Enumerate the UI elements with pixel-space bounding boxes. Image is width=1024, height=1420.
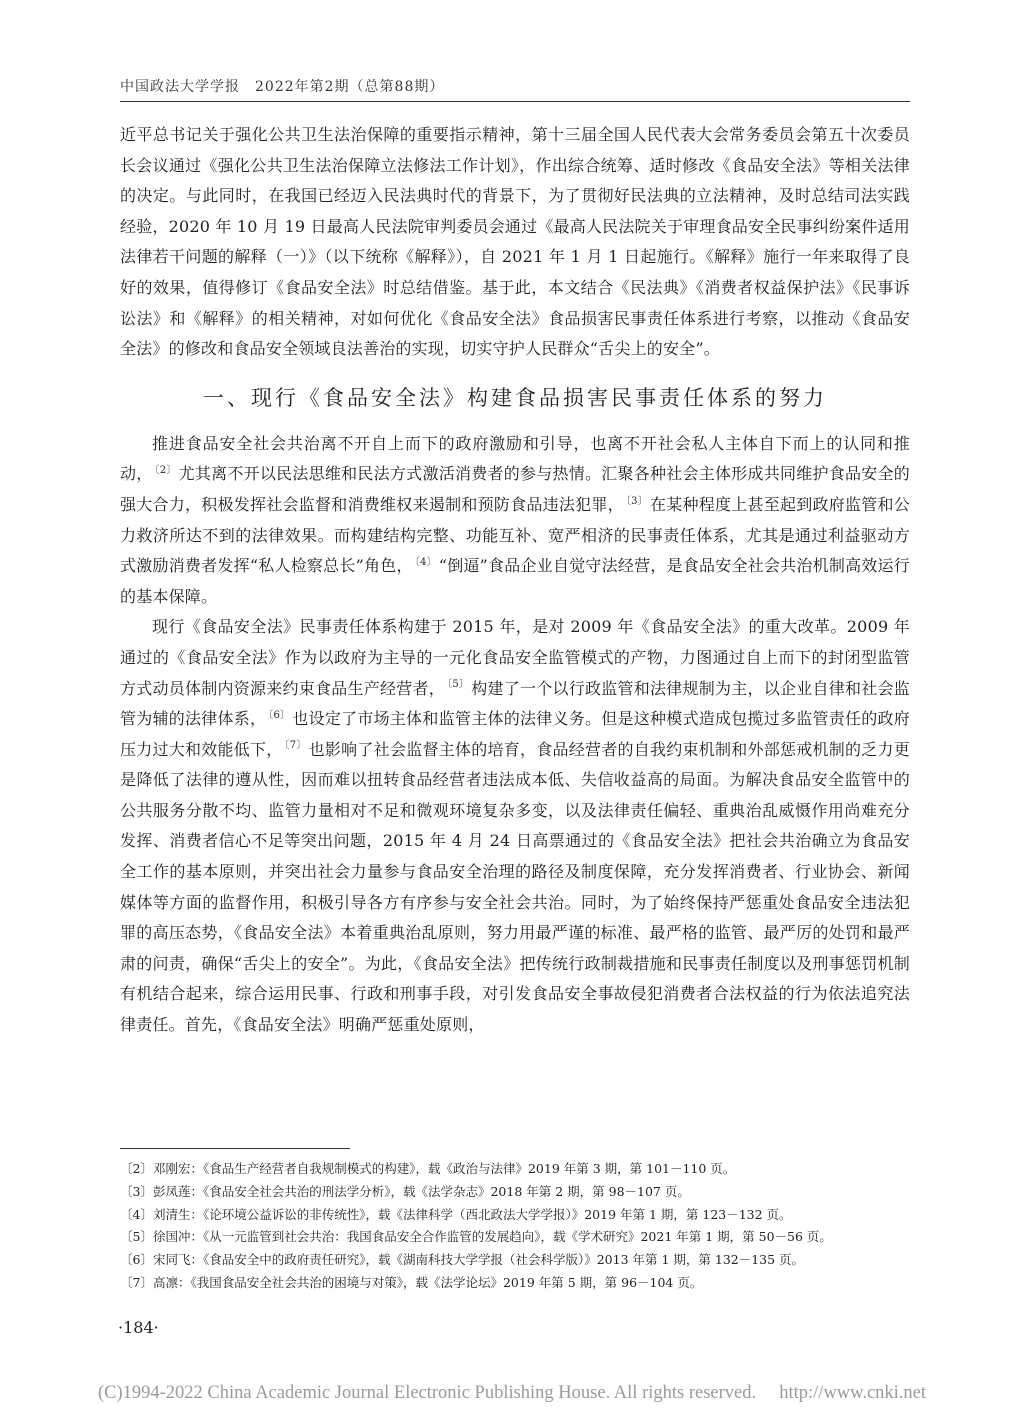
footnote-3: 〔3〕彭凤莲：《食品安全社会共治的刑法学分析》，载《法学杂志》2018 年第 2 期，第 98－107 页。 bbox=[120, 1183, 690, 1199]
paragraph-2 bbox=[120, 612, 910, 1040]
paragraph-1-text: 在某种程度上甚至起到政府监管和公力救济所达不到的法律效果。而构建结构完整、功能互补、宽严相济的民事责任体系，尤其是通过利益驱动方式激励消费者发挥“私人检察总长”角色， bbox=[120, 494, 911, 576]
footnote-ref-7[interactable]: 〔7〕 bbox=[284, 740, 307, 752]
footnote-4: 〔4〕刘清生：《论环境公益诉讼的非传统性》，载《法律科学（西北政法大学学报）》2019 年第 1 期，第 123－132 页。 bbox=[120, 1206, 792, 1222]
footnotes bbox=[120, 1158, 910, 1295]
paragraph-1-text: “倒逼”食品企业自觉守法经营，是食品安全社会共治机制高效运行的基本保障。 bbox=[120, 556, 910, 606]
footnote-7: 〔7〕高凛：《我国食品安全社会共治的困境与对策》，载《法学论坛》2019 年第 5 期，第 96－104 页。 bbox=[120, 1274, 703, 1290]
header-divider bbox=[120, 101, 910, 102]
intro-paragraph: 近平总书记关于强化公共卫生法治保障的重要指示精神，第十三届全国人民代表大会常务委员会第五十次委员长会议通过《强化公共卫生法治保障立法修法工作计划》，作出综合统筹、适时修改《食品安全法》等相关法律的决定。与此同时，在我国已经迈入民法典时代的背景下，为了贯彻好民法典的立法精神，及时总结司法实践经验，2020 年 10 月 19 日最高人民法院审判委员会通过《最高人民法院关于审理食品安全民事纠纷案件适用法律若干问题的解释（一）》（以下统称《解释》），自 2021 年 1 月 1 日起施行。《解释》施行一年来取得了良好的效果，值得修订《食品安全法》时总结借鉴。基于此，本文结合《民法典》《消费者权益保护法》《民事诉讼法》和《解释》的相关精神，对如何优化《食品安全法》食品损害民事责任体系进行考察，以推动《食品安全法》的修改和食品安全领域良法善治的实现，切实守护人民群众“舌尖上的安全”。 bbox=[120, 125, 910, 359]
body-text bbox=[120, 120, 910, 1041]
footnote-ref-4[interactable]: 〔4〕 bbox=[414, 556, 437, 568]
footnote-divider bbox=[120, 1148, 350, 1149]
paragraph-2-text: 构建了一个以行政监管和法律规制为主，以企业自律和社会监管为辅的法律体系， bbox=[120, 678, 910, 729]
running-header: 中国政法大学学报 2022年第2期（总第88期） bbox=[120, 79, 445, 95]
footnote-ref-5[interactable]: 〔5〕 bbox=[447, 679, 470, 691]
paragraph-2-text: 现行《食品安全法》民事责任体系构建于 2015 年，是对 2009 年《食品安全法》的重大改革。2009 年通过的《食品安全法》作为以政府为主导的一元化食品安全监管模式的产物，力图通过自上而下的封闭型监管方式动员体制内资源来约束食品生产经营者， bbox=[120, 617, 910, 698]
paragraph-2-text: 也影响了社会监督主体的培育，食品经营者的自我约束机制和外部惩戒机制的乏力更是降低了法律的遵从性，因而难以扭转食品经营者违法成本低、失信收益高的局面。为解决食品安全监管中的公共服务分散不均、监管力量相对不足和微观环境复杂多变，以及法律责任偏轻、重典治乱威慑作用尚难充分发挥、消费者信心不足等突出问题，2015 年 4 月 24 日高票通过的《食品安全法》把社会共治确立为食品安全工作的基本原则，并突出社会力量参与食品安全治理的路径及制度保障，充分发挥消费者、行业协会、新闻媒体等方面的监督作用，积极引导各方有序参与安全社会共治。同时，为了始终保持严惩重处食品安全违法犯罪的高压态势，《食品安全法》本着重典治乱原则，努力用最严谨的标准、最严格的监管、最严厉的处罚和最严肃的问责，确保“舌尖上的安全”。为此，《食品安全法》把传统行政制裁措施和民事责任制度以及刑事惩罚机制有机结合起来，综合运用民事、行政和刑事手段，对引发食品安全事故侵犯消费者合法权益的行为依法追究法律责任。首先，《食品安全法》明确严惩重处原则， bbox=[120, 739, 910, 1035]
paragraph-2-text: 也设定了市场主体和监管主体的法律义务。但是这种模式造成包揽过多监管责任的政府压力过大和效能低下， bbox=[120, 709, 910, 759]
footnote-2: 〔2〕邓刚宏：《食品生产经营者自我规制模式的构建》，载《政治与法律》2019 年第 3 期，第 101－110 页。 bbox=[120, 1161, 736, 1176]
footnote-5: 〔5〕徐国冲：《从一元监管到社会共治：我国食品安全合作监管的发展趋向》，载《学术研究》2021 年第 1 期，第 50－56 页。 bbox=[120, 1229, 832, 1245]
footnote-ref-3[interactable]: 〔3〕 bbox=[625, 495, 648, 507]
copyright-notice: (C)1994-2022 China Academic Journal Electronic Publishing House. All rights reserved. http://www.cnki.net bbox=[97, 1383, 927, 1403]
footnote-ref-6[interactable]: 〔6〕 bbox=[268, 709, 291, 721]
paragraph-1-text: 尤其离不开以民法思维和民法方式激活消费者的参与热情。汇聚各种社会主体形成共同维护食品安全的强大合力，积极发挥社会监督和消费维权来遏制和预防食品违法犯罪， bbox=[120, 464, 910, 514]
footnote-6: 〔6〕宋同飞：《食品安全中的政府责任研究》，载《湖南科技大学学报（社会科学版）》2013 年第 1 期，第 132－135 页。 bbox=[120, 1252, 805, 1268]
section-heading: 一、现行《食品安全法》构建食品损害民事责任体系的努力 bbox=[203, 385, 827, 410]
footnote-ref-2[interactable]: 〔2〕 bbox=[154, 465, 177, 477]
paragraph-1-text: 推进食品安全社会共治离不开自上而下的政府激励和引导，也离不开社会私人主体自下而上的认同和推动， bbox=[120, 433, 910, 484]
paragraph-1 bbox=[120, 429, 910, 613]
page-number: ·184· bbox=[118, 1318, 159, 1337]
